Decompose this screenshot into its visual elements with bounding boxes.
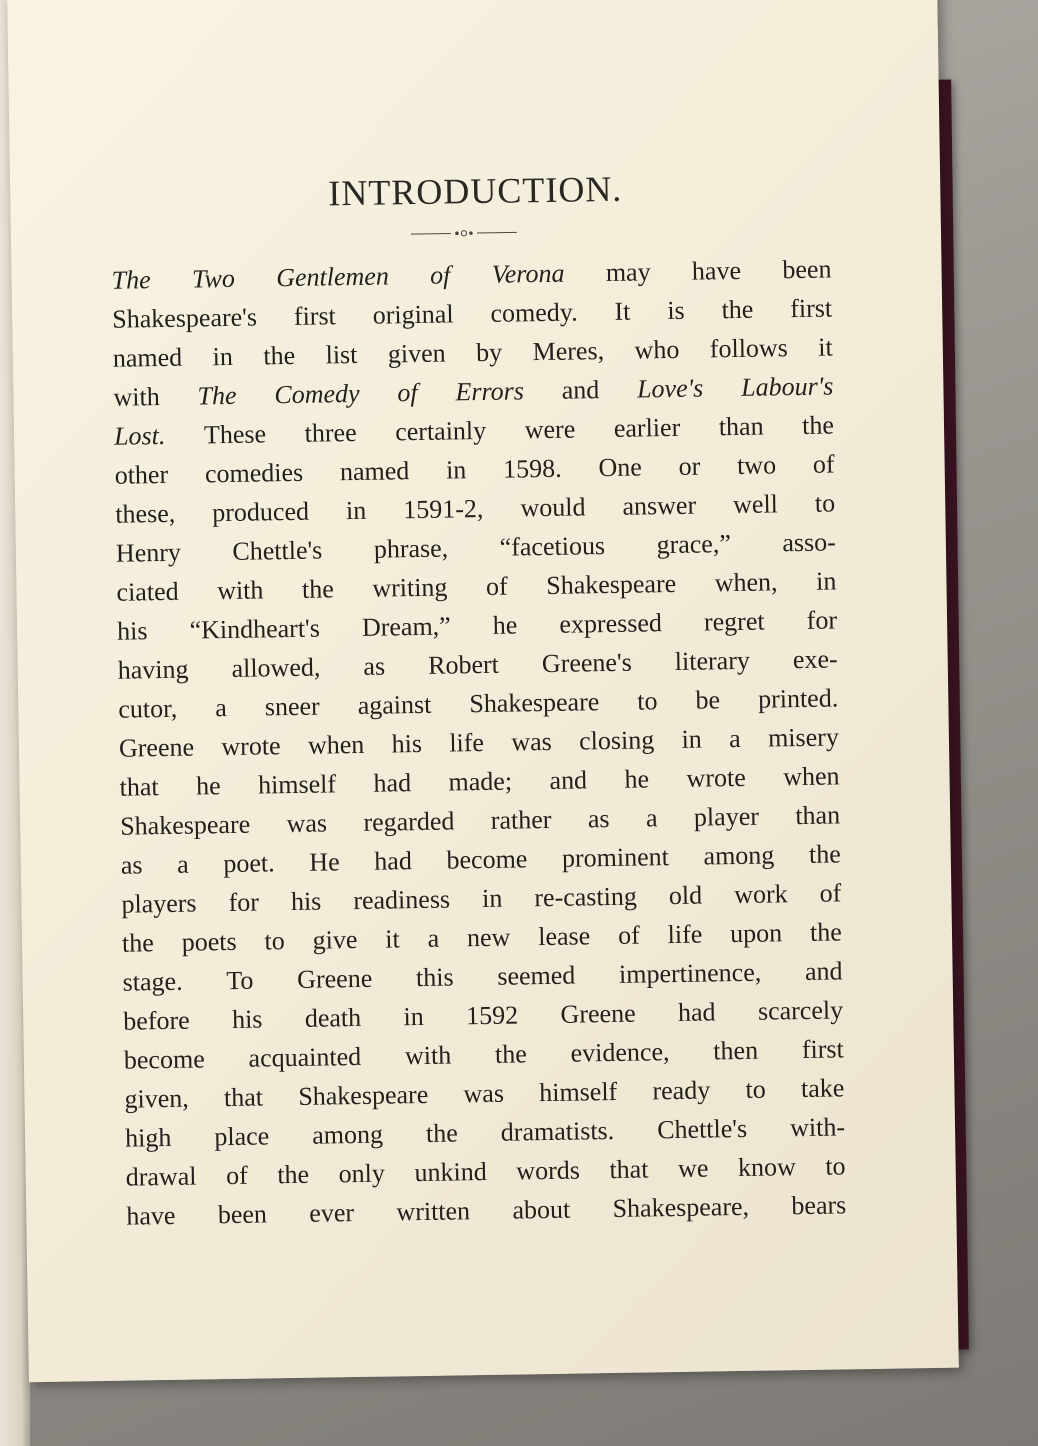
word: had (374, 846, 413, 876)
word: cutor, (118, 693, 178, 724)
word: be (695, 685, 721, 715)
word: it (385, 924, 400, 954)
word: as (363, 651, 386, 681)
word: that (609, 1154, 649, 1185)
word: Shakespeare (546, 568, 677, 600)
word: that (119, 772, 159, 802)
word: Shakespeare, (612, 1191, 750, 1224)
word: Verona (491, 258, 565, 289)
word: life (449, 727, 485, 758)
word: lease (537, 921, 591, 952)
word: 1591-2, (403, 493, 484, 525)
word: Shakespeare (469, 687, 600, 719)
word: his (231, 1004, 263, 1034)
word: Henry (115, 537, 182, 568)
word: to (825, 1151, 846, 1181)
word: in (212, 341, 234, 372)
word: for (228, 887, 260, 918)
word: been (782, 254, 832, 285)
word: 1598. (502, 453, 562, 484)
word: named (339, 456, 410, 487)
word: the (809, 917, 843, 947)
word: earlier (613, 412, 681, 443)
word: poet. (223, 848, 275, 879)
word: Greene (118, 732, 195, 763)
word: he (492, 610, 518, 640)
word: wrote (221, 731, 281, 762)
word: scarcely (757, 995, 844, 1026)
word: by (475, 337, 503, 368)
word: with (404, 1040, 452, 1071)
word: named (112, 342, 183, 373)
word: He (309, 847, 340, 877)
word: have (691, 255, 742, 286)
word: with (113, 382, 160, 412)
word: having (117, 654, 189, 685)
body-text (111, 249, 846, 1235)
word: in (445, 455, 467, 485)
word: become (446, 844, 528, 875)
word: ready (652, 1075, 711, 1106)
word: only (338, 1158, 386, 1189)
word: who (634, 334, 680, 365)
word: three (304, 417, 357, 448)
word: been (217, 1199, 268, 1230)
word: as (587, 804, 610, 834)
word: of (812, 449, 835, 479)
word: and (561, 375, 600, 405)
word: of (485, 571, 508, 601)
word: in (403, 1001, 424, 1032)
word: the (494, 1039, 528, 1069)
word: answer (622, 490, 697, 521)
word: than (795, 800, 841, 831)
word: is (667, 295, 685, 326)
word: words (516, 1155, 581, 1186)
word: Greene's (541, 647, 632, 679)
word: death (304, 1002, 362, 1033)
word: upon (729, 918, 783, 949)
word: certainly (394, 415, 487, 447)
word: rather (490, 804, 552, 835)
word: produced (212, 496, 310, 528)
word: acquainted (248, 1041, 362, 1073)
word: that (223, 1082, 264, 1113)
word: first (801, 1034, 844, 1065)
word: other (114, 459, 169, 490)
word: for (806, 605, 838, 635)
word: “Kindheart's (189, 613, 321, 645)
word: These (203, 419, 267, 450)
word: Two (191, 263, 236, 294)
word: To (226, 965, 254, 996)
word: among (312, 1119, 384, 1150)
word: unkind (414, 1157, 487, 1188)
word: misery (767, 722, 840, 753)
word: Love's (636, 373, 704, 404)
word: of (225, 1160, 248, 1191)
word: player (693, 801, 760, 832)
word: his (290, 886, 322, 917)
word: new (466, 922, 511, 953)
word: first (293, 301, 337, 331)
word: drawal (125, 1161, 197, 1192)
word: know (737, 1152, 796, 1183)
word: in (815, 566, 837, 596)
word: when (782, 761, 840, 792)
word: Shakespeare (298, 1079, 429, 1111)
word: it (818, 332, 833, 362)
word: when (307, 729, 365, 760)
word: was (286, 808, 328, 839)
word: given (387, 338, 446, 369)
word: take (800, 1073, 845, 1104)
word: made; (448, 766, 513, 797)
word: he (195, 771, 221, 801)
word: was (511, 726, 552, 757)
word: with (216, 575, 264, 606)
ornament-divider (411, 227, 517, 239)
word: himself (257, 769, 337, 800)
word: as (120, 850, 143, 880)
word: literary (674, 645, 751, 676)
word: two (736, 450, 777, 480)
word: the (277, 1159, 310, 1190)
word: exe- (792, 644, 838, 675)
word: to (264, 926, 285, 956)
word: old (668, 880, 703, 911)
word: Chettle's (656, 1113, 748, 1145)
word: work (733, 879, 788, 910)
word: expressed (559, 608, 663, 639)
word: impertinence, (618, 957, 762, 989)
word: Labour's (740, 371, 834, 402)
word: himself (538, 1076, 618, 1108)
word: written (396, 1196, 471, 1227)
word: seemed (497, 960, 576, 991)
word: the (121, 928, 155, 958)
word: or (678, 451, 701, 481)
word: 1592 (465, 1000, 519, 1031)
word: a (728, 723, 741, 754)
word: the (301, 574, 334, 604)
word: the (425, 1118, 459, 1148)
word: than (718, 411, 764, 442)
word: when, (714, 567, 778, 598)
word: life (667, 919, 703, 950)
word: have (126, 1200, 176, 1231)
word: were (524, 414, 576, 445)
word: high (124, 1122, 172, 1153)
word: list (325, 339, 358, 370)
word: Comedy (274, 378, 360, 410)
word: these, (115, 498, 176, 529)
word: his (116, 616, 148, 646)
word: a (645, 803, 658, 833)
word: a (176, 849, 189, 879)
word: of (617, 920, 640, 950)
word: The (111, 265, 151, 295)
word: comedy. (490, 297, 578, 328)
word: evidence, (570, 1037, 670, 1068)
word: printed. (757, 683, 839, 714)
word: players (121, 888, 197, 919)
word: sneer (264, 691, 320, 722)
word: One (598, 452, 642, 483)
word: the (263, 340, 296, 371)
word: bears (791, 1190, 847, 1221)
word: had (373, 768, 412, 798)
word: and (804, 956, 843, 986)
word: Shakespeare (119, 809, 251, 841)
word: in (481, 883, 503, 914)
word: in (345, 495, 367, 526)
word: of (397, 377, 418, 408)
word: Greene (560, 998, 636, 1029)
word: Dream,” (361, 611, 451, 642)
word: Gentlemen (275, 261, 390, 293)
word: writing (372, 572, 448, 603)
word: then (713, 1035, 759, 1066)
word: stage. (122, 966, 183, 997)
word: a (427, 923, 440, 953)
word: It (614, 296, 631, 326)
word: Robert (427, 649, 500, 680)
word: regret (703, 606, 765, 637)
word: this (415, 962, 454, 993)
book-page (7, 0, 959, 1382)
word: to (814, 488, 836, 518)
word: about (512, 1194, 571, 1225)
word: the (808, 839, 841, 869)
word: Meres, (532, 336, 605, 367)
word: phrase, (373, 533, 449, 564)
word: to (637, 686, 658, 716)
word: he (624, 764, 650, 794)
word: a (215, 693, 228, 723)
word: wrote (686, 762, 746, 793)
word: would (520, 492, 586, 523)
page-title: INTRODUCTION. (327, 168, 623, 214)
word: follows (709, 333, 789, 364)
word: we (677, 1153, 709, 1183)
word: and (549, 765, 588, 795)
word: allowed, (231, 652, 321, 683)
word: of (819, 878, 842, 908)
word: given, (124, 1083, 189, 1114)
word: give (312, 925, 358, 955)
word: to (745, 1074, 766, 1104)
word: “facetious (499, 531, 606, 562)
word: ciated (116, 576, 179, 607)
word: readiness (353, 884, 451, 916)
word: regarded (363, 806, 455, 837)
word: the (721, 294, 754, 325)
word: first (790, 293, 833, 324)
word: against (357, 689, 432, 720)
word: grace,” (656, 529, 732, 560)
word: The (197, 380, 237, 411)
word: prominent (561, 842, 670, 873)
word: become (123, 1044, 205, 1075)
word: ever (309, 1198, 355, 1228)
word: among (703, 840, 775, 871)
word: may (605, 257, 651, 288)
word: had (677, 997, 716, 1027)
word: the (801, 410, 835, 440)
word: well (732, 489, 779, 520)
word: with- (789, 1112, 846, 1143)
word: re-casting (534, 881, 638, 913)
word: poets (181, 926, 237, 957)
word: of (429, 260, 451, 290)
word: comedies (204, 457, 304, 489)
word: was (463, 1078, 505, 1109)
word: Shakespeare's (112, 302, 258, 334)
word: Chettle's (232, 535, 323, 566)
word: Lost. (113, 420, 166, 451)
word: in (681, 724, 703, 754)
word: asso- (782, 527, 837, 558)
word: Greene (296, 963, 373, 994)
word: before (123, 1005, 190, 1036)
word: Errors (455, 376, 525, 407)
word: place (214, 1121, 270, 1152)
word: original (372, 299, 454, 330)
word: his (391, 728, 423, 759)
word: dramatists. (500, 1115, 615, 1147)
word: closing (578, 725, 655, 756)
